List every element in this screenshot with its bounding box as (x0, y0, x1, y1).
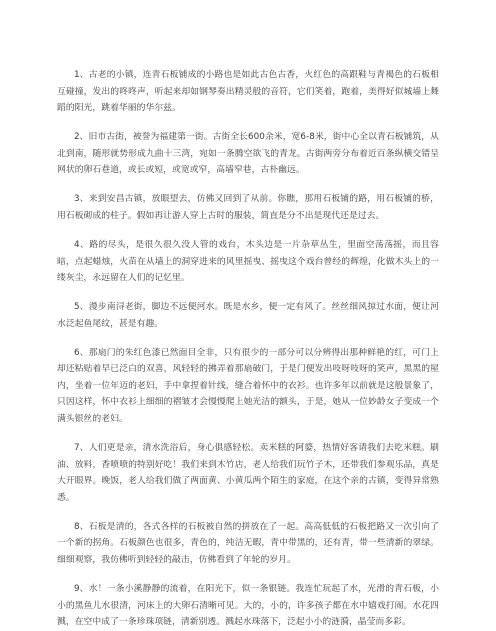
paragraph-9: 9、水！一条小溪静静的流着，在阳光下，似一条银链。我连忙玩起了水，光滑的青石板，小小的黑鱼儿水很清，河床上的大卵石清晰可见。大的，小的，许多孩子都在水中嬉戏打闹。水花四溅，在空中成了一条珍珠项链，清新别透。溅起水珠落下，泛起小小的涟漪，晶莹而多彩。 (57, 583, 439, 628)
paragraph-6: 6、那扇门的朱红色漆已然面目全非，只有很少的一部分可以分辨得出那种鲜艳的红，可门上却还粘贴着早已泛白的双喜，风轻轻的拂弄着那扇破门，于是门便发出吱呀吱呀的笑声，黑黑的屋内，坐着一位年迈的老妇，手中拿捏着针线，缝合着怀中的衣衫。也许多年以前就是这般景象了，只因这样，怀中衣衫上细细的褶皱才会慢慢爬上她光洁的额头，于是，她从一位妙龄女子变成一个满头银丝的老妇。 (57, 347, 439, 425)
paragraph-7: 7、人们更是亲，清水洗浴后，身心俱感轻松。卖米糕的阿婆，热情好客请我们去吃米糕。刷油、放料，香喷喷的特别好吃！我们来到木竹店，老人给我们玩竹子木，还带我们参观乐品，真是大开眼界。晚饭，老人给我们做了两面黄、小黄瓜两个陌生的家庭，在这个亲的古镇，变得异常熟悉。 (57, 443, 439, 503)
document-body (57, 67, 439, 631)
paragraph-8: 8、石板是清的，各式各样的石板被自然的拼放在了一起。高高低低的石板把路又一次引向了一个新的拐角。石板颜色也很多，青色的，纯洁无暇，青中带黑的，还有青，带一些清新的翠绿。细细观察，我仿佛听到轻轻的敲击，仿佛看到了年轮的岁月。 (57, 521, 439, 565)
paragraph-5: 5、漫步南浔老街，脚边不远便河水。既是水乡，便一定有风了。丝丝细风掠过水面，便让河水泛起鱼尾纹，甚是有趣。 (57, 302, 439, 329)
paragraph-3: 3、来到安昌古镇，放眼望去，仿佛又回到了从前。你瞧，那用石板铺的路，用石板铺的桥，用石板砌成的柱子。假如再让游人穿上古时的服装，简直是分不出是现代还是过去。 (57, 194, 439, 221)
paragraph-2: 2、旧市古街，被誉为福建第一街。古街全长600余米，宽6-8米，街中心全以青石板铺筑，从北到南，随形就势形成九曲十三湾，宛如一条腾空欲飞的青龙。古街两旁分布着近百条纵横交错呈网状的卵石巷道，或长或短，或宽或窄，高墙窄巷，古朴幽远。 (57, 132, 439, 176)
paragraph-4: 4、路的尽头，是很久很久没人管的戏台，木头边是一片杂草丛生，里面空荡荡摇，而且容暗，点起蜡烛，火苗在从墙上的洞穿进来的风里摇曳、摇曳这个戏台曾经的辉煌，化做木头上的一缕灰尘，永远留在人们的记忆里。 (57, 239, 439, 284)
paragraph-1: 1、古老的小镇，连青石板铺成的小路也是如此古色古香，火红色的高跟鞋与青褐色的石板相互碰撞，发出的咚咚声，听起来却如钢琴奏出精灵般的音符，它们笑着，跑着，美得好似城墙上舞蹈的阳光，跳着华丽的华尔兹。 (57, 70, 439, 114)
